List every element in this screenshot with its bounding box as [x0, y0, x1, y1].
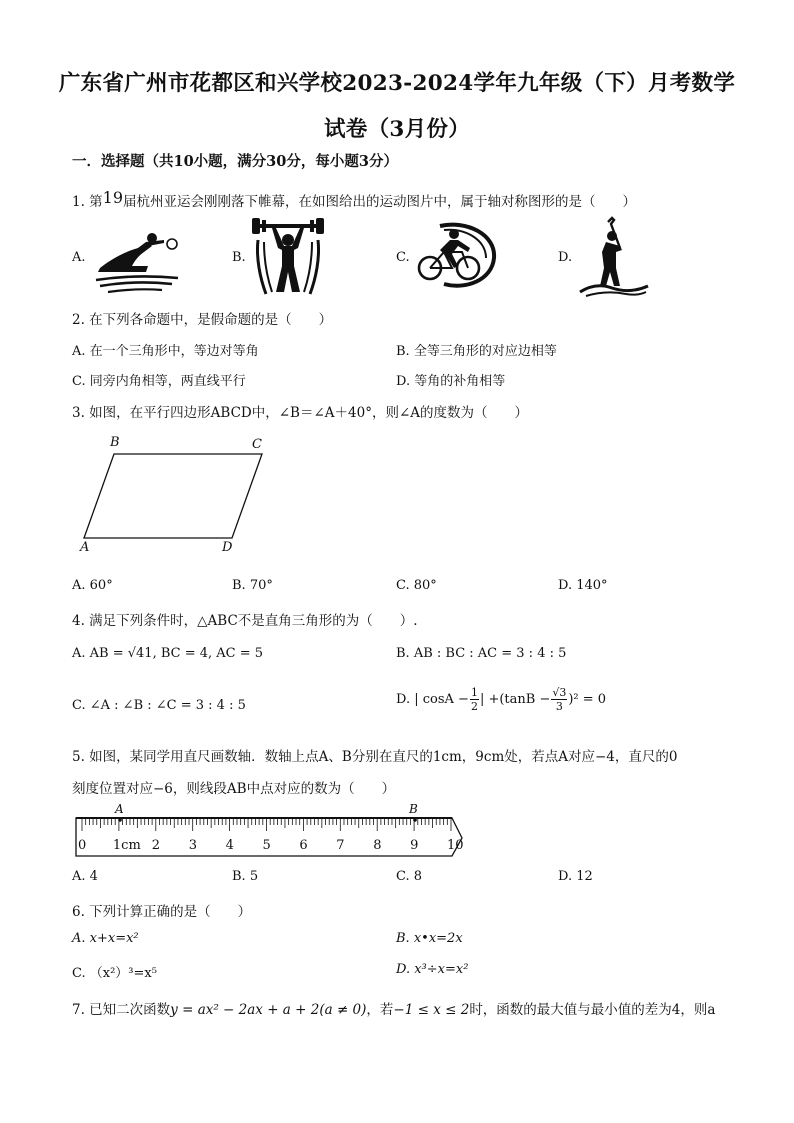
q2-option-c: C. 同旁内角相等，两直线平行 [72, 374, 246, 389]
question-4-stem: 4. 满足下列条件时，△ABC不是直角三角形的为（ ）. [72, 613, 418, 629]
vertex-a-label: A [80, 540, 90, 555]
ruler-tick-label: 2 [151, 838, 161, 853]
question-1-stem [72, 188, 636, 210]
q7-suffix: 时，函数的最大值与最小值的差为4，则a [469, 1002, 716, 1018]
q4-option-b: B. AB : BC : AC = 3 : 4 : 5 [396, 646, 567, 661]
q7-prefix: 7. 已知二次函数 [72, 1002, 171, 1018]
question-5-line1: 5. 如图，某同学用直尺画数轴．数轴上点A、B分别在直尺的1cm，9cm处，若点A对应−4，直尺的0 [72, 749, 678, 765]
ruler-tick-label: 8 [373, 838, 382, 853]
q4-option-c: C. ∠A : ∠B : ∠C = 3 : 4 : 5 [72, 698, 246, 713]
q6-option-b: B. x•x=2x [396, 931, 463, 946]
q2-option-a: A. 在一个三角形中，等边对等角 [72, 344, 259, 359]
q3-option-b: B. 70° [232, 578, 273, 593]
ruler-tick-label: 4 [225, 838, 234, 853]
page-title-line2: 试卷（3月份） [323, 117, 471, 142]
q3-option-a: A. 60° [72, 578, 113, 593]
golf-icon [576, 216, 654, 298]
q6-option-c: C. （x²）³=x⁵ [72, 966, 157, 981]
vertex-d-label: D [222, 540, 233, 555]
ruler-tick-label: 0 [78, 838, 87, 853]
q4-d-suffix: )² = 0 [568, 692, 607, 707]
q4-option-d [396, 686, 606, 713]
ruler-tick-label: 3 [188, 838, 197, 853]
question-7-stem [72, 998, 715, 1018]
q6-option-d: D. x³÷x=x² [396, 962, 469, 977]
q4-d-middle: | +(tanB − [479, 692, 551, 707]
question-5-line2: 刻度位置对应−6，则线段AB中点对应的数为（ ） [72, 781, 396, 797]
section-heading: 一．选择题（共10小题，满分30分，每小题3分） [72, 153, 398, 170]
q1-option-c-label: C. [396, 250, 410, 265]
cycling-icon [414, 222, 498, 292]
ruler-tick-label: 6 [299, 838, 308, 853]
q5-option-c: C. 8 [396, 869, 423, 884]
question-3-stem: 3. 如图，在平行四边形ABCD中，∠B＝∠A＋40°，则∠A的度数为（ ） [72, 405, 529, 421]
q4-d-prefix: D. | cosA − [396, 692, 469, 707]
ruler-tick-label: 10 [447, 838, 464, 853]
q1-option-b-label: B. [232, 250, 246, 265]
q5-option-a: A. 4 [72, 869, 98, 884]
q7-middle: ，若 [366, 1002, 394, 1018]
q1-prefix: 1. 第 [72, 194, 103, 210]
q3-option-d: D. 140° [558, 578, 608, 593]
q1-option-d-label: D. [558, 250, 573, 265]
page-title: 广东省广州市花都区和兴学校2023-2024学年九年级（下）月考数学 [58, 71, 736, 96]
q3-option-c: C. 80° [396, 578, 437, 593]
q7-function: y = ax² − 2ax + a + 2(a ≠ 0) [170, 1002, 367, 1018]
ruler-tick-label: 5 [262, 838, 271, 853]
q7-range: −1 ≤ x ≤ 2 [393, 1002, 470, 1018]
ruler-tick-label: 7 [336, 838, 345, 853]
question-6-stem: 6. 下列计算正确的是（ ） [72, 904, 252, 920]
volleyball-icon [90, 222, 182, 294]
question-2-stem: 2. 在下列各命题中，是假命题的是（ ） [72, 312, 333, 328]
ruler-point-b-label: B [409, 802, 418, 816]
q4-d-fraction-2: $\frac{√3}{3}$ [552, 686, 567, 713]
q5-option-d: D. 12 [558, 869, 593, 884]
q1-text: 届杭州亚运会刚刚落下帷幕，在如图给出的运动图片中，属于轴对称图形的是（ ） [123, 194, 637, 210]
q4-d-fraction-1: $\frac{1}{2}$ [470, 686, 478, 713]
weightlifting-icon [252, 218, 324, 296]
ruler-tick-label: 1cm [112, 838, 141, 853]
vertex-b-label: B [110, 435, 120, 450]
q1-number: 19 [102, 188, 124, 207]
ruler-figure [74, 814, 469, 860]
ruler-point-a-label: A [115, 802, 124, 816]
q4-option-a: A. AB = √41, BC = 4, AC = 5 [72, 646, 264, 661]
q2-option-b: B. 全等三角形的对应边相等 [396, 344, 557, 359]
q2-option-d: D. 等角的补角相等 [396, 374, 506, 389]
parallelogram-figure [76, 434, 276, 556]
q5-option-b: B. 5 [232, 869, 259, 884]
vertex-c-label: C [252, 437, 262, 452]
q6-option-a: A. x+x=x² [72, 931, 139, 946]
ruler-tick-label: 9 [410, 838, 419, 853]
q1-option-a-label: A. [72, 250, 86, 265]
